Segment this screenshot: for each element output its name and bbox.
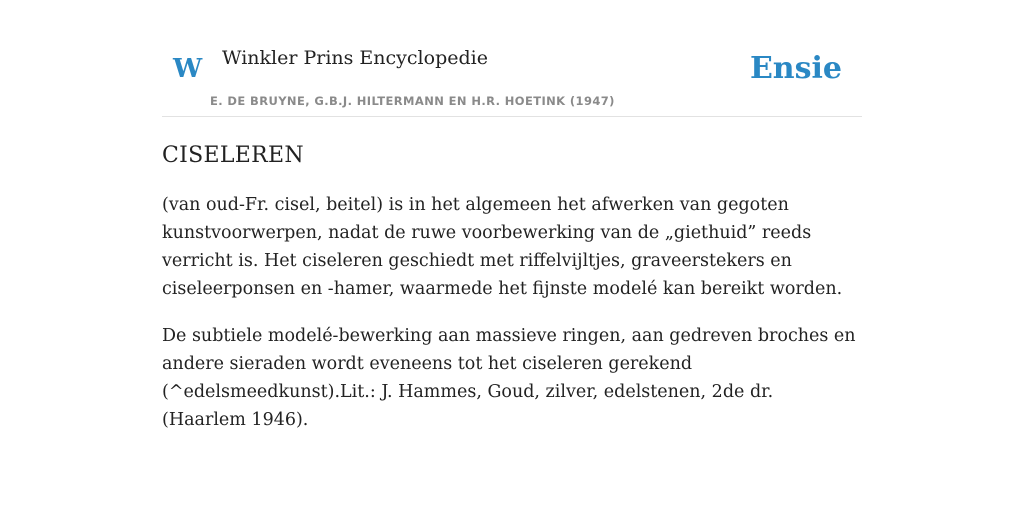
entry-body	[162, 191, 862, 434]
entry-paragraph: De subtiele modelé-bewerking aan massieve ringen, aan gedreven broches en andere sieraden wordt eveneens tot het ciseleren gerekend (^edelsmeedkunst).Lit.: J. Hammes, Goud, zilver, edelstenen, 2de dr. (Haarlem 1946).	[162, 326, 856, 430]
source-authors: E. DE BRUYNE, G.B.J. HILTERMANN EN H.R. HOETINK (1947)	[210, 94, 615, 108]
source-title[interactable]: Winkler Prins Encyclopedie	[222, 47, 488, 69]
source-logo[interactable]: W	[173, 54, 203, 84]
ensie-logo[interactable]: Ensie	[749, 51, 842, 86]
content-column	[162, 0, 862, 453]
source-header	[162, 0, 862, 117]
entry-paragraph: (van oud-Fr. cisel, beitel) is in het algemeen het afwerken van gegoten kunstvoorwerpen, nadat de ruwe voorbewerking van de „giethuid” reeds verricht is. Het ciseleren geschiedt met riffelvijltjes, graveerstekers en ciseleerponsen en -hamer, waarmede het fijnste modelé kan bereikt worden.	[162, 195, 843, 299]
entry-title: CISELEREN	[162, 143, 304, 168]
